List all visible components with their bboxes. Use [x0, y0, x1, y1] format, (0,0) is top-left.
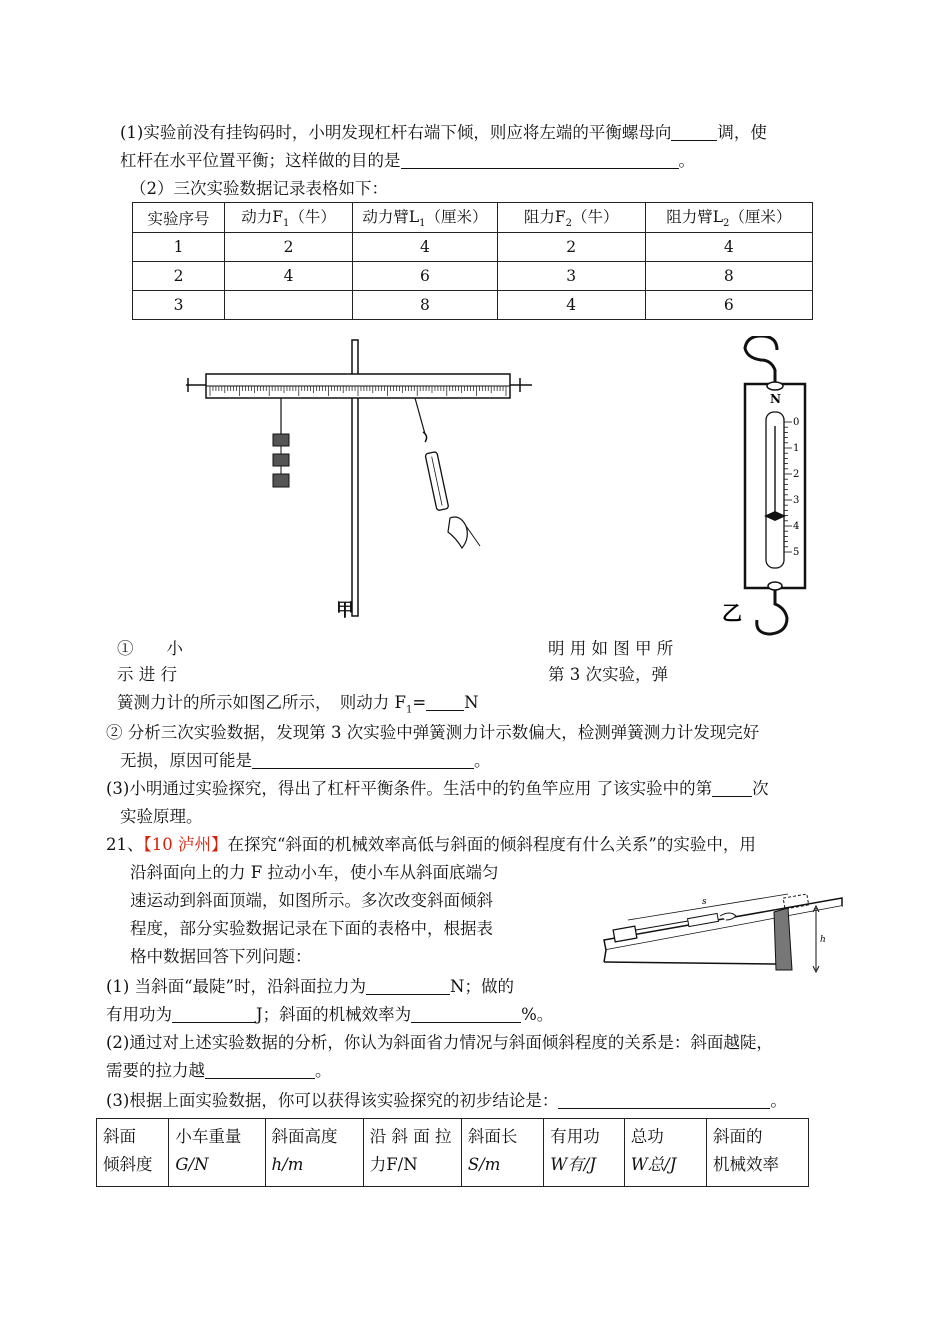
- header-pull: 沿 斜 面 拉 力F/N: [363, 1119, 461, 1187]
- cell: 4: [645, 233, 812, 262]
- header-l2: 阻力臂$L_2$（厘米）: [645, 203, 812, 233]
- bottom-hook: [757, 590, 787, 634]
- q21-line2: 沿斜面向上的力 F 拉动小车，使小车从斜面底端匀: [130, 863, 499, 882]
- cell: 3: [497, 262, 645, 291]
- scale-label: 5: [793, 547, 800, 558]
- incline-figure: [598, 890, 848, 985]
- q21-line5: 格中数据回答下列问题：: [130, 947, 312, 966]
- q21-p2-b: 需要的拉力越 。: [106, 1061, 332, 1080]
- scale-label: 2: [793, 469, 800, 480]
- circle2-b: 无损，原因可能是 。: [120, 751, 491, 770]
- circle1-a: ① 小: [117, 639, 183, 658]
- h-label: h: [820, 935, 826, 945]
- scale-label: 0: [793, 417, 800, 428]
- spring-scale-figure-yi: [720, 336, 830, 644]
- cell: 6: [353, 262, 498, 291]
- cell: 3: [133, 291, 225, 320]
- table-header-row: [133, 203, 813, 233]
- table-row: [133, 233, 813, 262]
- hand-spring-scale: [425, 452, 480, 548]
- conclusion-blank[interactable]: [558, 1092, 770, 1109]
- top-hook: [745, 336, 777, 384]
- q21-p2-a: (2)通过对上述实验数据的分析，你认为斜面省力情况与斜面倾斜程度的关系是：斜面越陡，: [106, 1033, 773, 1052]
- q3-b: 实验原理。: [120, 807, 203, 826]
- header-l1: 动力臂$L_1$（厘米）: [353, 203, 498, 233]
- cell: 2: [133, 262, 225, 291]
- cell: 1: [133, 233, 225, 262]
- header-trial: 实验序号: [133, 203, 225, 233]
- hand: [448, 517, 467, 548]
- q21-p1-a: (1) 当斜面“最陡”时，沿斜面拉力为 N；做的: [106, 977, 514, 996]
- cell: 2: [497, 233, 645, 262]
- hooked-weights: [273, 434, 289, 487]
- circle1-d: 第 3 次实验，弹: [548, 665, 668, 684]
- circle1-e: 簧测力计的所示如图乙所示， 则动力 $F_1= N$: [117, 693, 479, 716]
- header-f1: 动力$F_1$（牛）: [225, 203, 353, 233]
- q2-intro: （2）三次实验数据记录表格如下：: [130, 179, 388, 198]
- q21-line4: 程度，部分实验数据记录在下面的表格中，根据表: [130, 919, 493, 938]
- scale-label: 3: [793, 495, 800, 506]
- circle2-a: ② 分析三次实验数据，发现第 3 次实验中弹簧测力计示数偏大，检测弹簧测力计发现完好: [106, 723, 760, 742]
- cell: 4: [225, 262, 353, 291]
- q21-line1: 21、【10 泸州】在探究“斜面的机械效率高低与斜面的倾斜程度有什么关系”的实验中，用: [106, 835, 756, 854]
- circle1-b: 明 用 如 图 甲 所: [548, 639, 674, 658]
- cell: 6: [645, 291, 812, 320]
- table-row: [133, 262, 813, 291]
- header-incline: 斜面 倾斜度: [97, 1119, 169, 1187]
- scale-label: 4: [793, 521, 800, 532]
- source-tag: 【10 泸州】: [143, 835, 228, 854]
- header-f2: 阻力$F_2$（牛）: [497, 203, 645, 233]
- q21-line3: 速运动到斜面顶端，如图所示。多次改变斜面倾斜: [130, 891, 493, 910]
- q21-p1-b: 有用功为 J；斜面的机械效率为 %。: [106, 1005, 554, 1024]
- table-row: [133, 291, 813, 320]
- principle-blank[interactable]: [712, 780, 752, 797]
- label-yi: 乙: [722, 601, 742, 625]
- header-weight: 小车重量 G/N: [169, 1119, 265, 1187]
- header-total-work: 总功 W总/J: [624, 1119, 706, 1187]
- force-blank[interactable]: [426, 694, 464, 711]
- useful-work-blank[interactable]: [172, 1006, 256, 1023]
- table-header-row: [97, 1119, 809, 1187]
- header-height: 斜面高度 h/m: [265, 1119, 363, 1187]
- purpose-blank[interactable]: [401, 152, 679, 169]
- cell-empty[interactable]: [225, 291, 353, 320]
- cell: 2: [225, 233, 353, 262]
- cell: 4: [353, 233, 498, 262]
- cell: 8: [353, 291, 498, 320]
- efficiency-blank[interactable]: [411, 1006, 521, 1023]
- scale-label: 1: [793, 443, 800, 454]
- lever-figure-jia: [180, 334, 540, 624]
- q1-line1: (1)实验前没有挂钩码时，小明发现杠杆右端下倾，则应将左端的平衡螺母向 调，使: [120, 123, 767, 142]
- q21-p3: (3)根据上面实验数据，你可以获得该实验探究的初步结论是： 。: [106, 1091, 787, 1110]
- label-jia: 甲: [336, 600, 354, 621]
- q3-a: (3)小明通过实验探究，得出了杠杆平衡条件。生活中的钓鱼竿应用 了该实验中的第 次: [106, 779, 769, 798]
- direction-blank[interactable]: [671, 124, 717, 141]
- pull-force-blank[interactable]: [366, 978, 450, 995]
- q1-line2: 杠杆在水平位置平衡；这样做的目的是 。: [120, 151, 695, 170]
- cell: 8: [645, 262, 812, 291]
- unit-n: N: [770, 392, 781, 406]
- incline-data-table: [96, 1118, 809, 1187]
- s-label: s: [702, 897, 707, 907]
- circle1-c: 示 进 行: [117, 665, 177, 684]
- reason-blank[interactable]: [252, 752, 474, 769]
- pull-trend-blank[interactable]: [205, 1062, 315, 1079]
- cell: 4: [497, 291, 645, 320]
- header-efficiency: 斜面的 机械效率: [707, 1119, 809, 1187]
- header-length: 斜面长 S/m: [461, 1119, 543, 1187]
- lever-data-table: [132, 202, 813, 320]
- header-useful-work: 有用功 W有/J: [544, 1119, 624, 1187]
